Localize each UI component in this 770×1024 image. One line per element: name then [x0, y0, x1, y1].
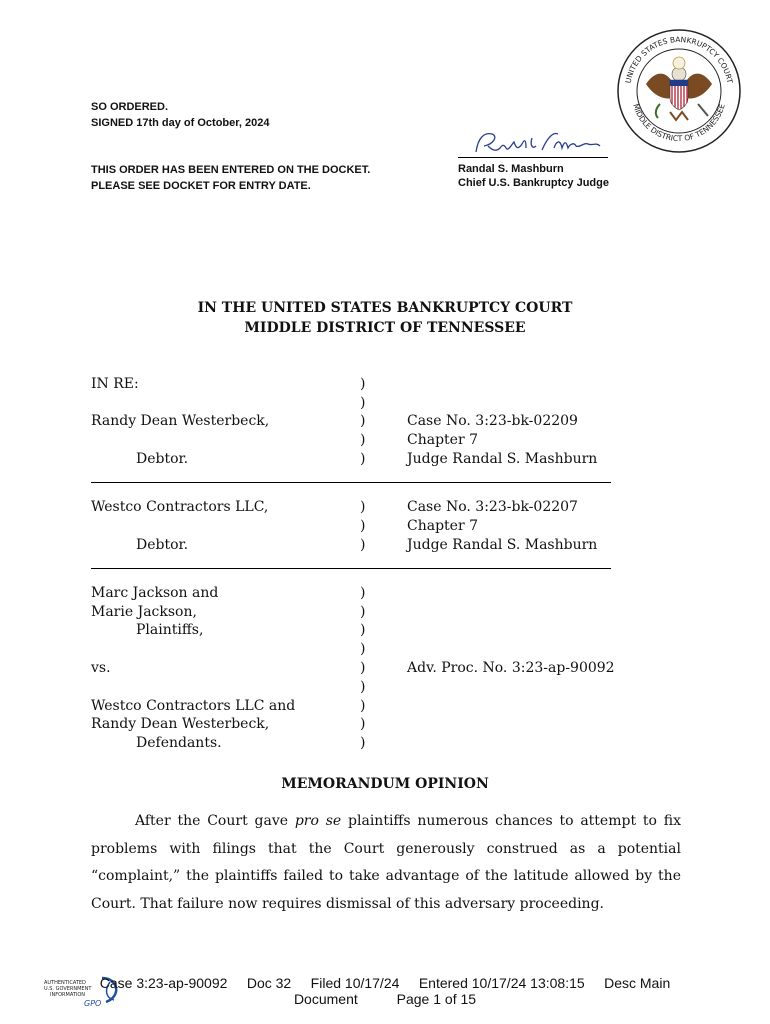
seal-bottom-text: MIDDLE DISTRICT OF TENNESSEE	[631, 102, 727, 144]
caption-paren: )	[360, 413, 366, 429]
gpo-text-1: AUTHENTICATED	[44, 980, 86, 986]
caption-paren: )	[360, 604, 366, 620]
so-ordered-block	[91, 99, 270, 131]
court-seal-image	[616, 28, 742, 154]
docket-notice-line1: THIS ORDER HAS BEEN ENTERED ON THE DOCKET.	[91, 164, 371, 176]
plaintiffs-line2: Marie Jackson,	[91, 604, 197, 620]
caption-paren: )	[360, 432, 366, 448]
docket-notice	[91, 162, 370, 194]
debtor-westerbeck: Randy Dean Westerbeck,	[91, 413, 270, 429]
signed-date-text: SIGNED 17th day of October, 2024	[91, 117, 270, 129]
signature-line	[458, 157, 608, 158]
footer-line2: Document Page 1 of 15	[293, 991, 477, 1007]
plaintiffs-line1: Marc Jackson and	[91, 585, 219, 601]
defendants-line2: Randy Dean Westerbeck,	[91, 716, 270, 732]
versus-label: vs.	[91, 660, 111, 676]
opinion-text-emphasis: pro se	[294, 813, 342, 829]
caption-paren: )	[360, 395, 366, 411]
caption-paren: )	[360, 537, 366, 553]
judge-1: Judge Randal S. Mashburn	[407, 451, 598, 467]
caption-paren: )	[360, 698, 366, 714]
in-re-label: IN RE:	[91, 376, 139, 392]
caption-divider	[91, 568, 611, 569]
caption-paren: )	[360, 622, 366, 638]
gpo-text-4: GPO	[84, 999, 102, 1008]
caption-paren: )	[360, 679, 366, 695]
footer-line1: Case 3:23-ap-90092 Doc 32 Filed 10/17/24 Entered 10/17/24 13:08:15 Desc Main	[99, 975, 671, 991]
caption-paren: )	[360, 451, 366, 467]
debtor-label: Debtor.	[136, 451, 189, 467]
chapter-1: Chapter 7	[407, 432, 478, 448]
caption-paren: )	[360, 641, 366, 657]
caption-paren: )	[360, 518, 366, 534]
case-number-2: Case No. 3:23-bk-02207	[407, 499, 578, 515]
caption-divider	[91, 482, 611, 483]
case-number-1: Case No. 3:23-bk-02209	[407, 413, 578, 429]
judge-name: Randal S. Mashburn	[458, 163, 564, 175]
caption-paren: )	[360, 499, 366, 515]
memorandum-opinion-title: MEMORANDUM OPINION	[281, 776, 489, 792]
chapter-2: Chapter 7	[407, 518, 478, 534]
caption-paren: )	[360, 376, 366, 392]
opinion-paragraph	[91, 808, 681, 918]
court-heading-line1: IN THE UNITED STATES BANKRUPTCY COURT	[197, 300, 573, 316]
docket-footer	[0, 975, 770, 1007]
court-heading	[0, 298, 770, 338]
caption-paren: )	[360, 735, 366, 751]
judge-signature	[458, 128, 608, 158]
opinion-text-b: plaintiffs numerous chances to attempt to fix problems with filings that the Court generously construed as a potential “complaint,” the plaintiffs failed to take advantage of the latitude allowed by the Court. That failure now requires dismissal of this adversary proceeding.	[91, 813, 682, 912]
defendants-label: Defendants.	[136, 735, 222, 751]
judge-title: Chief U.S. Bankruptcy Judge	[458, 177, 609, 189]
gpo-text-3: INFORMATION	[50, 992, 86, 998]
debtor-label: Debtor.	[136, 537, 189, 553]
judge-block	[458, 162, 609, 190]
debtor-westco: Westco Contractors LLC,	[91, 499, 269, 515]
seal-top-text: UNITED STATES BANKRUPTCY COURT	[623, 34, 735, 85]
gpo-text-2: U.S. GOVERNMENT	[44, 986, 92, 992]
caption-paren: )	[360, 585, 366, 601]
defendants-line1: Westco Contractors LLC and	[91, 698, 296, 714]
caption-paren: )	[360, 660, 366, 676]
court-heading-line2: MIDDLE DISTRICT OF TENNESSEE	[244, 320, 526, 336]
caption-paren: )	[360, 716, 366, 732]
opinion-text-a: After the Court gave	[135, 813, 295, 829]
so-ordered-text: SO ORDERED.	[91, 101, 169, 113]
judge-2: Judge Randal S. Mashburn	[407, 537, 598, 553]
plaintiffs-label: Plaintiffs,	[136, 622, 204, 638]
docket-notice-line2: PLEASE SEE DOCKET FOR ENTRY DATE.	[91, 180, 311, 192]
adversary-proceeding-number: Adv. Proc. No. 3:23-ap-90092	[407, 660, 615, 676]
